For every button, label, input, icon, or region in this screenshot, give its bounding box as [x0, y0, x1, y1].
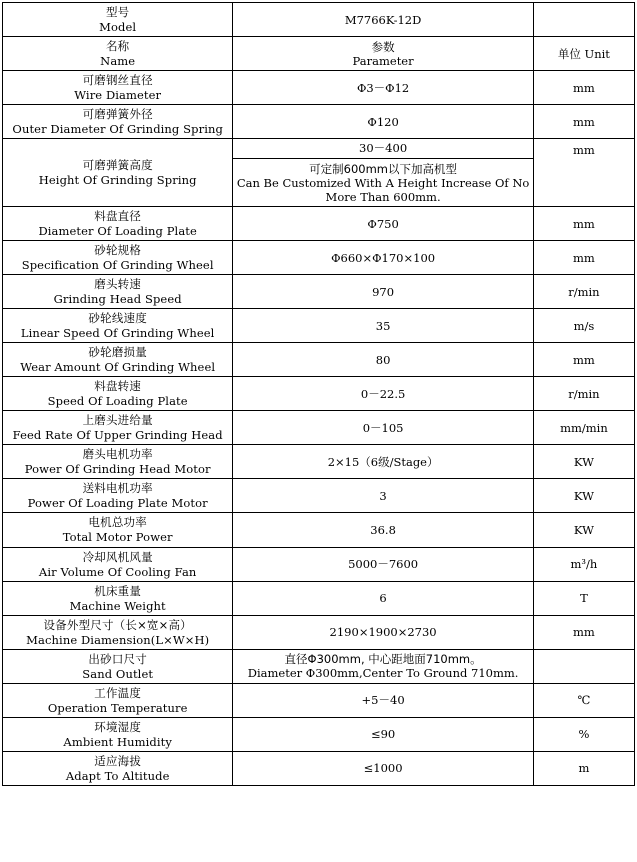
table-row	[3, 411, 635, 445]
row-label: 磨头电机功率 Power Of Grinding Head Motor	[3, 445, 233, 479]
row-label: 上磨头进给量 Feed Rate Of Upper Grinding Head	[3, 411, 233, 445]
table-row	[3, 479, 635, 513]
row-value: ≤90	[233, 717, 533, 751]
row-label: 送料电机功率 Power Of Loading Plate Motor	[3, 479, 233, 513]
table-row	[3, 309, 635, 343]
row-unit	[533, 3, 634, 37]
table-row	[3, 513, 635, 547]
row-value: Φ660×Φ170×100	[233, 241, 533, 275]
specification-table	[2, 2, 635, 786]
value-note: 可定制600mm以下加高机型 Can Be Customized With A Height Increase Of No More Than 600mm.	[236, 162, 530, 205]
table-row	[3, 581, 635, 615]
row-unit: %	[533, 717, 634, 751]
row-value: 970	[233, 275, 533, 309]
table-row	[3, 377, 635, 411]
row-value: 36.8	[233, 513, 533, 547]
row-label: 可磨钢丝直径 Wire Diameter	[3, 71, 233, 105]
row-label: 砂轮规格 Specification Of Grinding Wheel	[3, 241, 233, 275]
table-row	[3, 207, 635, 241]
row-value: M7766K-12D	[233, 3, 533, 37]
row-unit	[533, 649, 634, 683]
table-row	[3, 275, 635, 309]
row-value: +5－40	[233, 683, 533, 717]
row-value: 直径Φ300mm, 中心距地面710mm。 Diameter Φ300mm,Center To Ground 710mm.	[233, 649, 533, 683]
row-unit: mm/min	[533, 411, 634, 445]
row-value: 35	[233, 309, 533, 343]
row-unit: mm	[533, 71, 634, 105]
value-primary: 30－400	[233, 139, 532, 159]
row-value: ≤1000	[233, 751, 533, 785]
row-label: 可磨弹簧外径 Outer Diameter Of Grinding Spring	[3, 105, 233, 139]
table-row	[3, 445, 635, 479]
table-row	[3, 139, 635, 207]
row-value: 5000－7600	[233, 547, 533, 581]
row-value: 3	[233, 479, 533, 513]
row-value: 6	[233, 581, 533, 615]
row-label: 冷却风机风量 Air Volume Of Cooling Fan	[3, 547, 233, 581]
row-label: 环境湿度 Ambient Humidity	[3, 717, 233, 751]
row-label: 料盘转速 Speed Of Loading Plate	[3, 377, 233, 411]
row-label: 砂轮线速度 Linear Speed Of Grinding Wheel	[3, 309, 233, 343]
row-label: 工作温度 Operation Temperature	[3, 683, 233, 717]
table-row	[3, 649, 635, 683]
row-unit: mm	[533, 343, 634, 377]
row-unit: mm	[533, 615, 634, 649]
row-unit: 单位 Unit	[533, 37, 634, 71]
table-row	[3, 717, 635, 751]
table-row-header	[3, 37, 635, 71]
table-row	[3, 105, 635, 139]
row-value: Φ3－Φ12	[233, 71, 533, 105]
row-unit: r/min	[533, 275, 634, 309]
row-unit: KW	[533, 513, 634, 547]
row-value: 0－22.5	[233, 377, 533, 411]
row-unit: T	[533, 581, 634, 615]
table-row	[3, 547, 635, 581]
row-value: 2×15（6级/Stage）	[233, 445, 533, 479]
row-unit: ℃	[533, 683, 634, 717]
row-value: 0－105	[233, 411, 533, 445]
row-unit: KW	[533, 445, 634, 479]
row-unit: m³/h	[533, 547, 634, 581]
row-label: 电机总功率 Total Motor Power	[3, 513, 233, 547]
table-row	[3, 3, 635, 37]
row-unit: r/min	[533, 377, 634, 411]
row-label: 机床重量 Machine Weight	[3, 581, 233, 615]
row-unit: mm	[533, 105, 634, 139]
row-unit: m	[533, 751, 634, 785]
row-label: 料盘直径 Diameter Of Loading Plate	[3, 207, 233, 241]
row-label: 磨头转速 Grinding Head Speed	[3, 275, 233, 309]
row-value: 参数 Parameter	[233, 37, 533, 71]
row-label: 砂轮磨损量 Wear Amount Of Grinding Wheel	[3, 343, 233, 377]
row-label: 出砂口尺寸 Sand Outlet	[3, 649, 233, 683]
table-row	[3, 751, 635, 785]
row-label: 设备外型尺寸（长×宽×高） Machine Diamension(L×W×H)	[3, 615, 233, 649]
row-label: 名称 Name	[3, 37, 233, 71]
row-unit: m/s	[533, 309, 634, 343]
row-value: 2190×1900×2730	[233, 615, 533, 649]
row-unit: KW	[533, 479, 634, 513]
table-row	[3, 71, 635, 105]
row-value: 80	[233, 343, 533, 377]
row-label: 可磨弹簧高度 Height Of Grinding Spring	[3, 139, 233, 207]
table-row	[3, 615, 635, 649]
row-label: 适应海拔 Adapt To Altitude	[3, 751, 233, 785]
row-value: Φ120	[233, 105, 533, 139]
row-label: 型号 Model	[3, 3, 233, 37]
row-unit: mm	[533, 241, 634, 275]
row-unit: mm	[533, 139, 634, 207]
table-row	[3, 343, 635, 377]
row-value: Φ750	[233, 207, 533, 241]
row-unit: mm	[533, 207, 634, 241]
table-row	[3, 241, 635, 275]
row-value	[233, 139, 533, 207]
table-row	[3, 683, 635, 717]
